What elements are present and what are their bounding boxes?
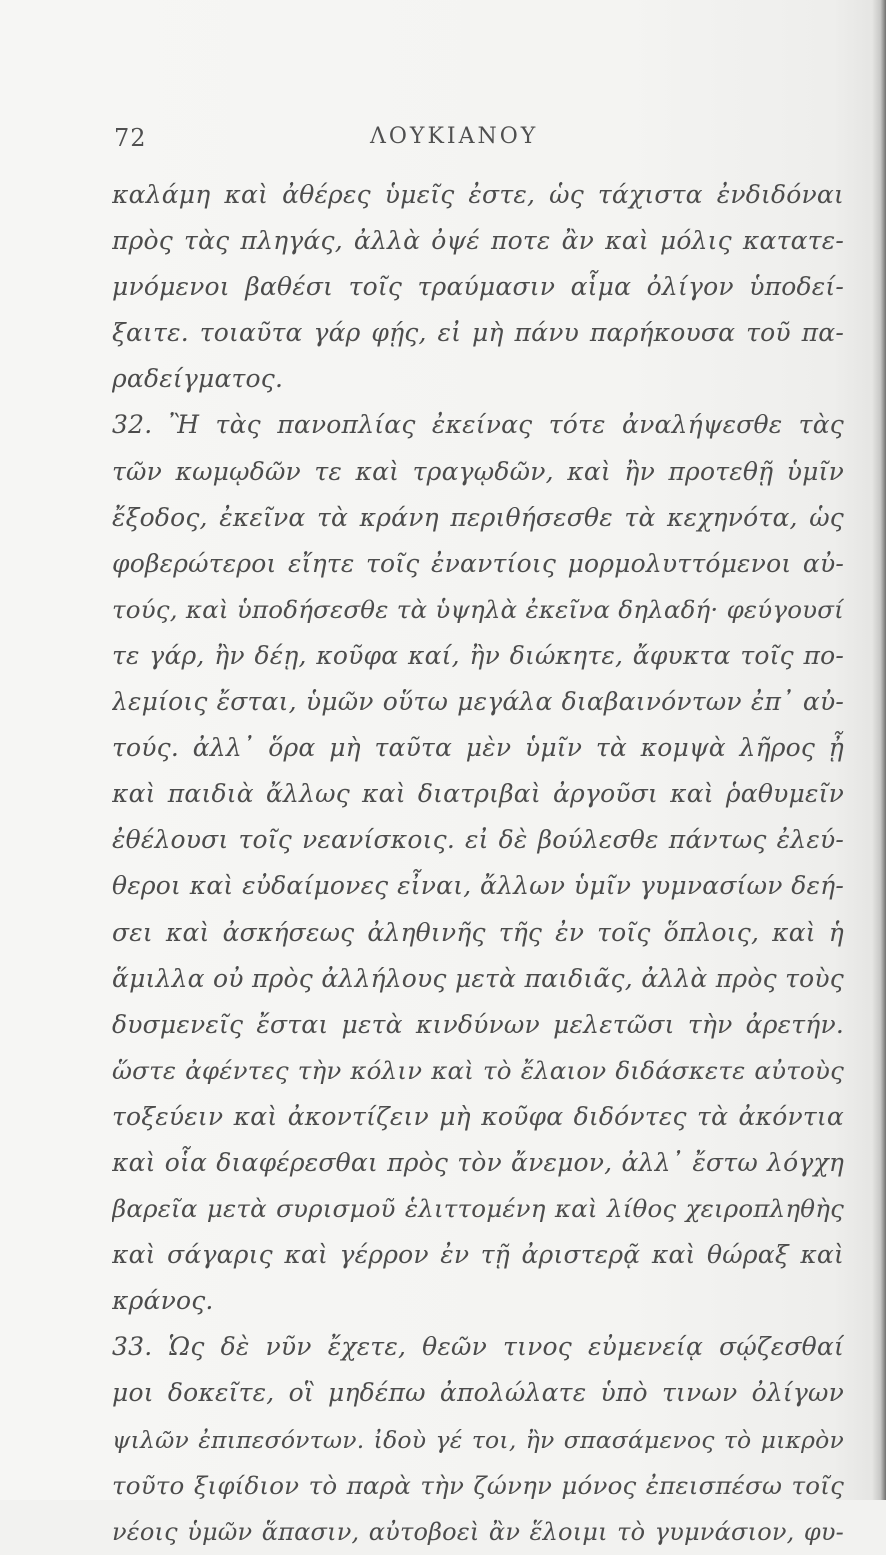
text-line: τούς. ἀλλ᾽ ὅρα μὴ ταῦτα μὲν ὑμῖν τὰ κομψὰ λῆρος ᾖ (112, 733, 844, 763)
text-line: 33. Ὡς δὲ νῦν ἔχετε, θεῶν τινος εὐμενείᾳ σῴζεσθαί (112, 1332, 844, 1362)
text-line: ἔξοδος, ἐκεῖνα τὰ κράνη περιθήσεσθε τὰ κεχηνότα, ὡς (112, 502, 844, 532)
page-edge-shadow (872, 0, 886, 1500)
text-line: τῶν κωμῳδῶν τε καὶ τραγῳδῶν, καὶ ἢν προτεθῇ ὑμῖν (112, 456, 844, 486)
text-line: σει καὶ ἀσκήσεως ἀληθινῆς τῆς ἐν τοῖς ὅπλοις, καὶ ἡ (112, 917, 844, 947)
text-line: φοβερώτεροι εἴητε τοῖς ἐναντίοις μορμολυττόμενοι αὐ- (112, 548, 844, 578)
running-head: ΛΟΥΚΙΑΝΟΥ (370, 124, 539, 149)
text-line: βαρεῖα μετὰ συρισμοῦ ἑλιττομένη καὶ λίθος χειροπληθὴς (112, 1194, 844, 1224)
text-line: τοῦτο ξιφίδιον τὸ παρὰ τὴν ζώνην μόνος ἐπεισπέσω τοῖς (112, 1470, 844, 1500)
text-line: τοξεύειν καὶ ἀκοντίζειν μὴ κοῦφα διδόντες τὰ ἀκόντια (112, 1101, 844, 1131)
text-line: ἐθέλουσι τοῖς νεανίσκοις. εἰ δὲ βούλεσθε πάντως ἐλεύ- (112, 825, 844, 855)
text-line: μοι δοκεῖτε, οἳ μηδέπω ἀπολώλατε ὑπὸ τινων ὀλίγων (112, 1378, 844, 1408)
text-line: δυσμενεῖς ἔσται μετὰ κινδύνων μελετῶσι τὴν ἀρετήν. (112, 1009, 844, 1039)
text-line: καὶ παιδιὰ ἄλλως καὶ διατριβαὶ ἀργοῦσι καὶ ῥαθυμεῖν (112, 779, 844, 809)
text-line: πρὸς τὰς πληγάς, ἀλλὰ ὀψέ ποτε ἂν καὶ μόλις κατατε- (112, 226, 844, 256)
text-line: καὶ σάγαρις καὶ γέρρον ἐν τῇ ἀριστερᾷ καὶ θώραξ καὶ (112, 1240, 844, 1270)
text-line: καλάμη καὶ ἀθέρες ὑμεῖς ἐστε, ὡς τάχιστα ἐνδιδόναι (112, 180, 844, 209)
text-line: 32. Ἢ τὰς πανοπλίας ἐκείνας τότε ἀναλήψεσθε τὰς (112, 410, 844, 440)
text-line: ἅμιλλα οὐ πρὸς ἀλλήλους μετὰ παιδιᾶς, ἀλλὰ πρὸς τοὺς (112, 963, 844, 993)
text-line: ψιλῶν ἐπιπεσόντων. ἰδοὺ γέ τοι, ἢν σπασάμενος τὸ μικρὸν (112, 1425, 844, 1454)
body-text (112, 172, 844, 1555)
text-line: μνόμενοι βαθέσι τοῖς τραύμασιν αἷμα ὀλίγον ὑποδεί- (112, 272, 844, 302)
text-line: τε γάρ, ἢν δέῃ, κοῦφα καί, ἢν διώκητε, ἄφυκτα τοῖς πο- (112, 640, 844, 670)
text-line: θεροι καὶ εὐδαίμονες εἶναι, ἄλλων ὑμῖν γυμνασίων δεή- (112, 871, 844, 901)
text-line: ραδείγματος. (112, 364, 284, 394)
page-number: 72 (114, 124, 147, 152)
text-line: λεμίοις ἔσται, ὑμῶν οὕτω μεγάλα διαβαινόντων ἐπ᾽ αὐ- (112, 687, 844, 717)
text-line: κράνος. (112, 1286, 214, 1316)
text-line: καὶ οἷα διαφέρεσθαι πρὸς τὸν ἄνεμον, ἀλλ᾽ ἔστω λόγχη (112, 1147, 844, 1177)
text-line: τούς, καὶ ὑποδήσεσθε τὰ ὑψηλὰ ἐκεῖνα δηλαδή· φεύγουσί (112, 594, 844, 624)
text-line: ὥστε ἀφέντες τὴν κόλιν καὶ τὸ ἔλαιον διδάσκετε αὐτοὺς (112, 1055, 844, 1085)
text-line: ξαιτε. τοιαῦτα γάρ φῄς, εἰ μὴ πάνυ παρήκουσα τοῦ πα- (112, 318, 844, 348)
text-line: νέοις ὑμῶν ἅπασιν, αὐτοβοεὶ ἂν ἕλοιμι τὸ γυμνάσιον, φυ- (112, 1517, 844, 1546)
